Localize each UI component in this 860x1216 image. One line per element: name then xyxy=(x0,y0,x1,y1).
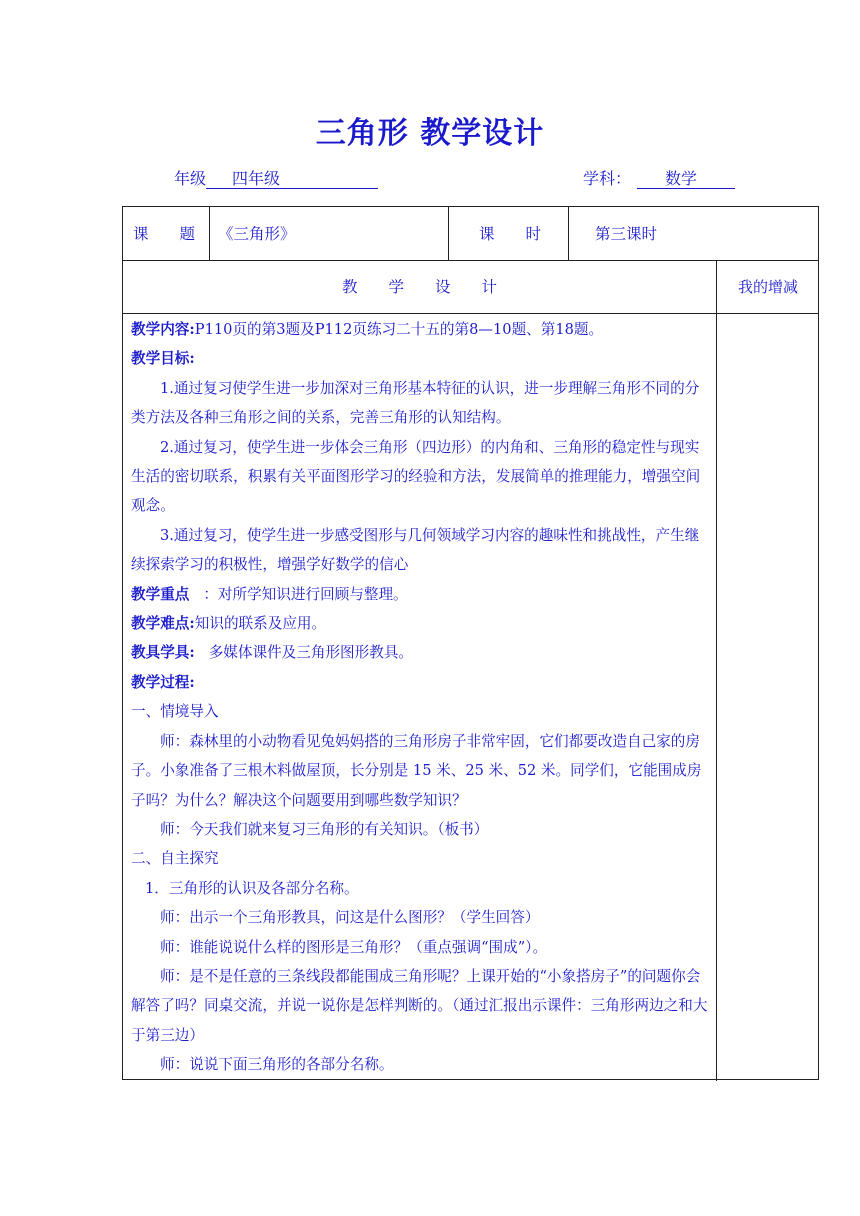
goal-3: 3.通过复习，使学生进一步感受图形与几何领域学习内容的趣味性和挑战性，产生继续探索学习的积极性，增强学好数学的信心 xyxy=(131,526,700,574)
key-text: ：对所学知识进行回顾与整理。 xyxy=(203,585,408,603)
grade-field xyxy=(174,166,378,189)
key-line xyxy=(131,580,709,609)
paragraph-4: 师：谁能说说什么样的图形是三角形？（重点强调“围成”）。 xyxy=(160,938,548,956)
subject-label: 学科： xyxy=(583,169,632,188)
difficulty-label: 教学难点: xyxy=(131,615,195,633)
goal-1: 1.通过复习使学生进一步加深对三角形基本特征的认识，进一步理解三角形不同的分类方法及各种三角形之间的关系，完善三角形的认知结构。 xyxy=(131,379,700,427)
row-divider-1 xyxy=(123,260,818,261)
process-label: 教学过程: xyxy=(131,673,195,691)
page-title: 三角形 教学设计 xyxy=(315,116,545,151)
topic-label: 课 题 xyxy=(133,225,196,243)
lesson-body xyxy=(131,315,709,1080)
paragraph-1: 师：森林里的小动物看见兔妈妈搭的三角形房子非常牢固，它们都要改造自己家的房子。小象准备了三根木料做屋顶，长分别是 15 米、25 米、52 米。同学们，它能围成房子吗？为什么？解决这个问题要用到哪些数学知识？ xyxy=(131,732,702,809)
subject-value: 数学 xyxy=(637,169,735,189)
tools-line xyxy=(131,638,709,667)
topic-value: 《三角形》 xyxy=(218,225,296,243)
lesson-table xyxy=(122,206,819,1080)
row-divider-2 xyxy=(123,313,818,314)
item-1: 1．三角形的认识及各部分名称。 xyxy=(145,879,359,897)
tools-label: 教具学具: xyxy=(131,644,195,662)
col-divider-2 xyxy=(448,207,449,260)
col-divider-1 xyxy=(209,207,210,260)
paragraph-6: 师：说说下面三角形的各部分名称。 xyxy=(160,1056,394,1074)
difficulty-text: 知识的联系及应用。 xyxy=(194,615,327,633)
content-line xyxy=(131,315,709,344)
difficulty-line xyxy=(131,609,709,638)
paragraph-2: 师：今天我们就来复习三角形的有关知识。（板书） xyxy=(160,820,489,838)
col-divider-notes xyxy=(716,260,717,1081)
tools-text: 多媒体课件及三角形图形教具。 xyxy=(208,644,414,662)
section-1-heading: 一、情境导入 xyxy=(131,703,219,721)
subject-field xyxy=(583,166,735,189)
col-divider-3 xyxy=(568,207,569,260)
paragraph-3: 师：出示一个三角形教具，问这是什么图形？（学生回答） xyxy=(160,909,540,927)
section-2-heading: 二、自主探究 xyxy=(131,850,219,868)
period-value: 第三课时 xyxy=(595,225,658,243)
key-label: 教学重点 xyxy=(131,585,190,603)
design-header: 教 学 设 计 xyxy=(341,278,497,296)
paragraph-5: 师：是不是任意的三条线段都能围成三角形呢？上课开始的“小象搭房子”的问题你会解答了吗？同桌交流，并说一说你是怎样判断的。（通过汇报出示课件：三角形两边之和大于第三边） xyxy=(131,967,708,1044)
goal-2: 2.通过复习，使学生进一步体会三角形（四边形）的内角和、三角形的稳定性与现实生活的密切联系，积累有关平面图形学习的经验和方法，发展简单的推理能力，增强空间观念。 xyxy=(131,438,701,515)
notes-header: 我的增减 xyxy=(737,278,798,296)
content-label: 教学内容: xyxy=(131,321,195,338)
grade-label: 年级 xyxy=(174,169,207,188)
goals-label: 教学目标: xyxy=(131,350,195,368)
grade-value: 四年级 xyxy=(206,169,378,189)
content-text: P110页的第3题及P112页练习二十五的第8—10题、第18题。 xyxy=(194,321,604,338)
period-label: 课 时 xyxy=(479,225,542,243)
